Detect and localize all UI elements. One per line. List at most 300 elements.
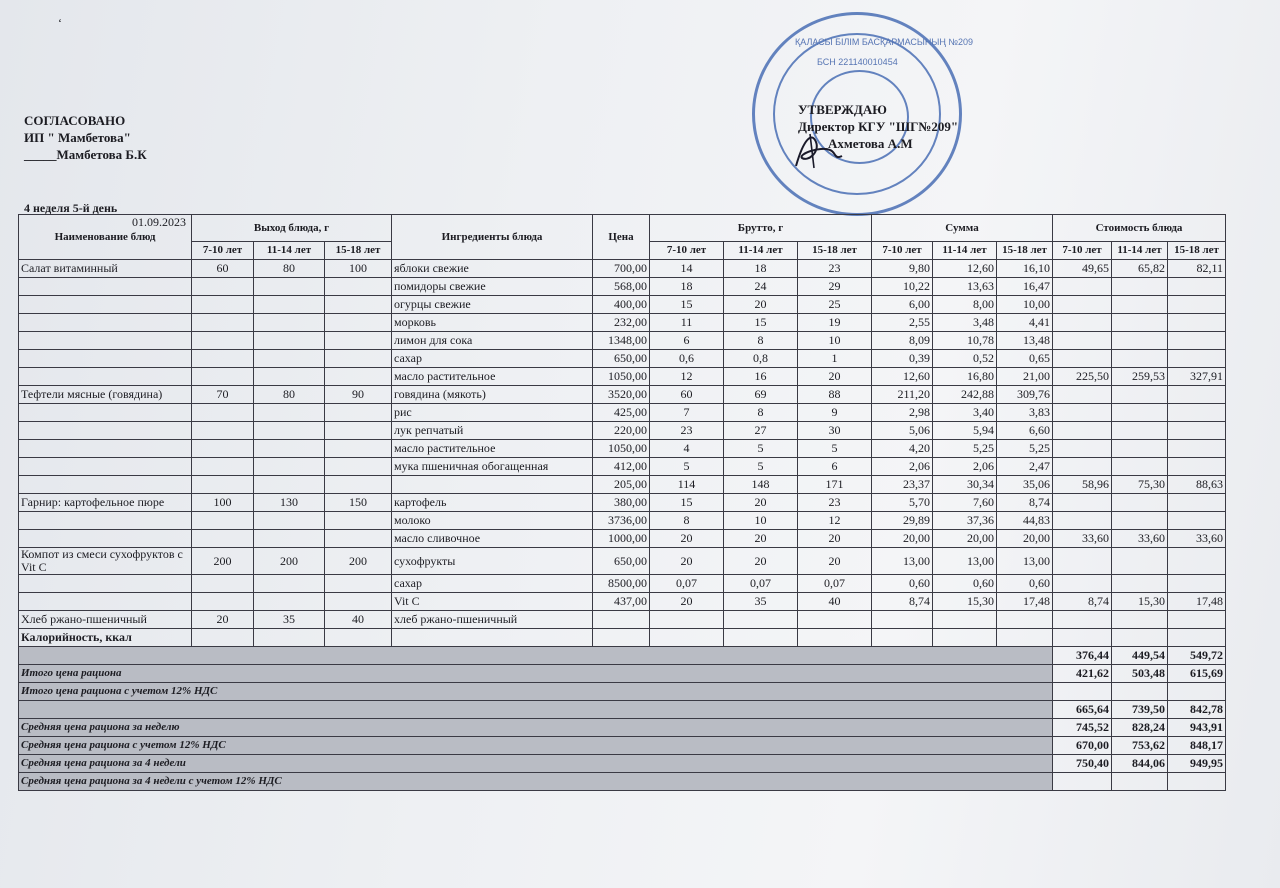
summary-label	[19, 701, 1053, 719]
table-cell: 20	[650, 530, 724, 548]
summary-value: 665,64	[1053, 701, 1112, 719]
table-cell	[254, 512, 325, 530]
table-cell: 3520,00	[593, 386, 650, 404]
table-cell	[254, 476, 325, 494]
summary-label: Итого цена рациона с учетом 12% НДС	[19, 683, 1053, 701]
table-cell	[192, 458, 254, 476]
table-cell	[1053, 611, 1112, 629]
dish-name-cell	[19, 575, 192, 593]
brutto-age-11-14: 11-14 лет	[724, 242, 798, 260]
table-cell	[192, 314, 254, 332]
table-cell: 40	[325, 611, 392, 629]
summary-value: 753,62	[1112, 737, 1168, 755]
dish-name-cell	[19, 440, 192, 458]
table-cell: 200	[325, 548, 392, 575]
summary-value: 848,17	[1168, 737, 1226, 755]
table-cell	[1112, 494, 1168, 512]
table-cell	[325, 368, 392, 386]
table-cell: 20,00	[872, 530, 933, 548]
table-cell	[192, 629, 254, 647]
table-cell	[724, 611, 798, 629]
table-cell	[325, 422, 392, 440]
table-cell: 0,6	[650, 350, 724, 368]
table-cell: 5	[650, 458, 724, 476]
table-row	[19, 440, 1226, 458]
table-cell	[1112, 386, 1168, 404]
table-cell	[325, 458, 392, 476]
table-cell	[325, 530, 392, 548]
table-row	[19, 575, 1226, 593]
table-cell	[593, 611, 650, 629]
dish-name-cell	[19, 332, 192, 350]
table-cell: 19	[798, 314, 872, 332]
table-cell: 90	[325, 386, 392, 404]
table-cell: 3,83	[997, 404, 1053, 422]
table-cell	[1053, 512, 1112, 530]
table-cell	[1053, 386, 1112, 404]
table-row	[19, 278, 1226, 296]
ingredient-cell: помидоры свежие	[392, 278, 593, 296]
table-row	[19, 458, 1226, 476]
table-cell: 200	[192, 548, 254, 575]
table-cell: 16	[724, 368, 798, 386]
table-cell: 30	[798, 422, 872, 440]
table-cell	[254, 278, 325, 296]
calories-row	[19, 629, 1226, 647]
ingredient-cell: говядина (мякоть)	[392, 386, 593, 404]
table-cell: 35	[724, 593, 798, 611]
table-cell	[254, 404, 325, 422]
table-cell: 60	[192, 260, 254, 278]
summary-value	[1168, 683, 1226, 701]
summary-value: 421,62	[1053, 665, 1112, 683]
table-cell: 6,00	[872, 296, 933, 314]
table-cell: 1348,00	[593, 332, 650, 350]
table-cell	[724, 629, 798, 647]
ingredient-cell: рис	[392, 404, 593, 422]
table-cell: 1050,00	[593, 368, 650, 386]
table-cell: 23	[798, 494, 872, 512]
table-cell: 8	[724, 332, 798, 350]
table-cell	[872, 629, 933, 647]
ingredient-cell: лимон для сока	[392, 332, 593, 350]
summary-label: Средняя цена рациона за неделю	[19, 719, 1053, 737]
table-cell	[192, 575, 254, 593]
table-cell: 13,48	[997, 332, 1053, 350]
table-cell	[192, 278, 254, 296]
table-cell	[1112, 629, 1168, 647]
table-cell	[254, 440, 325, 458]
table-cell: 88	[798, 386, 872, 404]
table-cell	[1168, 512, 1226, 530]
table-cell: 100	[192, 494, 254, 512]
table-cell: 200	[254, 548, 325, 575]
dish-name-cell	[19, 314, 192, 332]
table-cell: 25	[798, 296, 872, 314]
table-cell: 0,60	[997, 575, 1053, 593]
table-cell	[1168, 422, 1226, 440]
summary-label: Средняя цена рациона с учетом 12% НДС	[19, 737, 1053, 755]
cost-age-7-10: 7-10 лет	[1053, 242, 1112, 260]
table-cell	[1168, 332, 1226, 350]
table-cell	[192, 332, 254, 350]
col-sum: Сумма	[872, 215, 1053, 242]
table-cell: 20	[724, 494, 798, 512]
summary-value: 844,06	[1112, 755, 1168, 773]
table-cell	[254, 350, 325, 368]
dish-name-cell	[19, 350, 192, 368]
table-cell: 13,63	[933, 278, 997, 296]
table-cell: 30,34	[933, 476, 997, 494]
table-cell: 8,74	[872, 593, 933, 611]
summary-value: 750,40	[1053, 755, 1112, 773]
ingredient-cell	[392, 476, 593, 494]
dish-name-cell	[19, 296, 192, 314]
table-cell: 20	[724, 296, 798, 314]
table-cell	[1053, 440, 1112, 458]
table-cell	[1112, 404, 1168, 422]
yield-age-15-18: 15-18 лет	[325, 242, 392, 260]
summary-value: 745,52	[1053, 719, 1112, 737]
table-cell: 1	[798, 350, 872, 368]
summary-row	[19, 647, 1226, 665]
summary-value: 842,78	[1168, 701, 1226, 719]
table-cell: 4	[650, 440, 724, 458]
table-cell	[1112, 422, 1168, 440]
ingredient-cell: сухофрукты	[392, 548, 593, 575]
dish-name-cell	[19, 278, 192, 296]
table-cell	[798, 629, 872, 647]
table-row	[19, 368, 1226, 386]
yield-age-11-14: 11-14 лет	[254, 242, 325, 260]
table-cell: 21,00	[997, 368, 1053, 386]
table-cell: 27	[724, 422, 798, 440]
table-cell: 23	[798, 260, 872, 278]
table-cell: 10,78	[933, 332, 997, 350]
table-cell	[1168, 404, 1226, 422]
table-cell	[1112, 548, 1168, 575]
dish-name-cell	[19, 512, 192, 530]
summary-value: 943,91	[1168, 719, 1226, 737]
table-cell: 49,65	[1053, 260, 1112, 278]
table-cell: 69	[724, 386, 798, 404]
table-cell	[1053, 548, 1112, 575]
menu-table	[18, 214, 1226, 791]
summary-value	[1053, 683, 1112, 701]
table-cell: 9	[798, 404, 872, 422]
table-cell: 171	[798, 476, 872, 494]
table-cell	[254, 314, 325, 332]
table-cell	[1168, 278, 1226, 296]
table-cell: 4,41	[997, 314, 1053, 332]
table-cell: 17,48	[997, 593, 1053, 611]
table-cell: 35	[254, 611, 325, 629]
table-cell: 20	[724, 530, 798, 548]
summary-value: 376,44	[1053, 647, 1112, 665]
table-cell: 20	[724, 548, 798, 575]
table-cell: 100	[325, 260, 392, 278]
table-cell: 10,22	[872, 278, 933, 296]
document-date: 01.09.2023	[132, 215, 186, 229]
table-cell	[254, 422, 325, 440]
table-cell	[933, 611, 997, 629]
table-cell	[192, 476, 254, 494]
table-cell: 8,74	[997, 494, 1053, 512]
table-cell	[1168, 296, 1226, 314]
dish-name-cell: Компот из смеси сухофруктов с Vit C	[19, 548, 192, 575]
summary-row	[19, 737, 1226, 755]
table-cell: 33,60	[1053, 530, 1112, 548]
table-cell	[997, 629, 1053, 647]
table-cell	[593, 629, 650, 647]
table-cell: 82,11	[1168, 260, 1226, 278]
ingredient-cell: Vit C	[392, 593, 593, 611]
table-cell: 23,37	[872, 476, 933, 494]
table-cell: 5,25	[997, 440, 1053, 458]
summary-row	[19, 683, 1226, 701]
table-cell: 40	[798, 593, 872, 611]
table-cell	[325, 629, 392, 647]
ingredient-cell: яблоки свежие	[392, 260, 593, 278]
calories-label: Калорийность, ккал	[19, 629, 192, 647]
ingredient-cell: огурцы свежие	[392, 296, 593, 314]
table-cell	[1168, 458, 1226, 476]
cost-age-11-14: 11-14 лет	[1112, 242, 1168, 260]
table-cell: 0,52	[933, 350, 997, 368]
ingredient-cell: молоко	[392, 512, 593, 530]
table-cell: 0,8	[724, 350, 798, 368]
table-cell	[1112, 458, 1168, 476]
table-cell: 130	[254, 494, 325, 512]
table-cell: 220,00	[593, 422, 650, 440]
table-cell	[325, 575, 392, 593]
table-cell: 425,00	[593, 404, 650, 422]
table-cell	[254, 368, 325, 386]
table-cell: 29,89	[872, 512, 933, 530]
dish-name-cell: Тефтели мясные (говядина)	[19, 386, 192, 404]
table-cell	[254, 575, 325, 593]
table-cell: 44,83	[997, 512, 1053, 530]
table-cell	[325, 593, 392, 611]
table-cell: 211,20	[872, 386, 933, 404]
table-cell: 20	[650, 548, 724, 575]
table-cell	[192, 368, 254, 386]
table-cell: 1050,00	[593, 440, 650, 458]
summary-value: 449,54	[1112, 647, 1168, 665]
table-cell	[325, 332, 392, 350]
table-cell	[192, 440, 254, 458]
table-row	[19, 512, 1226, 530]
table-cell: 11	[650, 314, 724, 332]
table-cell	[254, 296, 325, 314]
table-cell	[325, 296, 392, 314]
table-cell	[192, 422, 254, 440]
table-cell: 12	[650, 368, 724, 386]
table-cell: 23	[650, 422, 724, 440]
table-row	[19, 350, 1226, 368]
table-cell: 9,80	[872, 260, 933, 278]
table-cell	[254, 458, 325, 476]
table-cell	[997, 611, 1053, 629]
dish-name-cell	[19, 530, 192, 548]
table-cell: 58,96	[1053, 476, 1112, 494]
table-cell	[1053, 314, 1112, 332]
table-cell: 35,06	[997, 476, 1053, 494]
table-cell: 12,60	[872, 368, 933, 386]
table-cell: 16,47	[997, 278, 1053, 296]
sum-age-15-18: 15-18 лет	[997, 242, 1053, 260]
table-cell: 15	[650, 494, 724, 512]
col-yield: Выход блюда, г	[192, 215, 392, 242]
ingredient-cell: масло растительное	[392, 440, 593, 458]
table-cell: 3,48	[933, 314, 997, 332]
table-cell: 327,91	[1168, 368, 1226, 386]
table-cell	[1053, 494, 1112, 512]
table-cell: 205,00	[593, 476, 650, 494]
table-cell: 437,00	[593, 593, 650, 611]
dish-name-cell	[19, 476, 192, 494]
summary-value	[1112, 773, 1168, 791]
table-row	[19, 548, 1226, 575]
table-cell: 10	[798, 332, 872, 350]
table-row	[19, 332, 1226, 350]
table-cell	[1112, 611, 1168, 629]
table-cell: 18	[724, 260, 798, 278]
table-cell	[192, 530, 254, 548]
table-cell: 10	[724, 512, 798, 530]
table-cell: 148	[724, 476, 798, 494]
table-cell: 13,00	[933, 548, 997, 575]
table-cell: 20,00	[933, 530, 997, 548]
table-cell: 16,80	[933, 368, 997, 386]
stamp-top-text: ҚАЛАСЫ БІЛІМ БАСҚАРМАСЫНЫҢ №209	[795, 37, 974, 47]
table-cell: 24	[724, 278, 798, 296]
table-row	[19, 494, 1226, 512]
ingredient-cell: сахар	[392, 575, 593, 593]
dish-name-cell	[19, 593, 192, 611]
table-cell: 14	[650, 260, 724, 278]
table-cell: 2,06	[872, 458, 933, 476]
summary-value: 549,72	[1168, 647, 1226, 665]
summary-label: Итого цена рациона	[19, 665, 1053, 683]
table-cell	[192, 350, 254, 368]
table-cell	[1112, 278, 1168, 296]
table-cell	[1053, 575, 1112, 593]
table-row	[19, 422, 1226, 440]
table-cell: 2,47	[997, 458, 1053, 476]
table-cell: 8,00	[933, 296, 997, 314]
ingredient-cell: масло сливочное	[392, 530, 593, 548]
ingredient-cell: сахар	[392, 350, 593, 368]
table-cell: 20	[650, 593, 724, 611]
table-cell: 5	[724, 440, 798, 458]
table-row	[19, 260, 1226, 278]
table-cell: 29	[798, 278, 872, 296]
table-cell	[650, 629, 724, 647]
table-cell	[1168, 440, 1226, 458]
summary-value: 739,50	[1112, 701, 1168, 719]
table-cell	[1053, 629, 1112, 647]
summary-value	[1053, 773, 1112, 791]
table-cell: 412,00	[593, 458, 650, 476]
table-cell: 225,50	[1053, 368, 1112, 386]
table-cell: 5,06	[872, 422, 933, 440]
table-cell: 70	[192, 386, 254, 404]
table-cell: 2,98	[872, 404, 933, 422]
agreed-title: СОГЛАСОВАНО	[24, 113, 126, 128]
summary-row	[19, 719, 1226, 737]
yield-age-7-10: 7-10 лет	[192, 242, 254, 260]
col-price: Цена	[593, 215, 650, 260]
table-cell	[1168, 575, 1226, 593]
table-cell: 12	[798, 512, 872, 530]
ingredient-cell: масло растительное	[392, 368, 593, 386]
table-cell	[1168, 611, 1226, 629]
table-cell	[1112, 332, 1168, 350]
table-cell: 150	[325, 494, 392, 512]
table-cell	[1112, 440, 1168, 458]
table-cell: 37,36	[933, 512, 997, 530]
ingredient-cell: лук репчатый	[392, 422, 593, 440]
table-cell	[1168, 629, 1226, 647]
summary-value: 949,95	[1168, 755, 1226, 773]
table-row	[19, 530, 1226, 548]
summary-value: 670,00	[1053, 737, 1112, 755]
table-cell	[1053, 350, 1112, 368]
table-row	[19, 296, 1226, 314]
corner-mark: ʻ	[58, 16, 62, 30]
table-cell: 309,76	[997, 386, 1053, 404]
dish-name-cell	[19, 368, 192, 386]
table-cell	[1168, 548, 1226, 575]
table-cell: 8	[650, 512, 724, 530]
table-cell	[392, 629, 593, 647]
table-cell: 232,00	[593, 314, 650, 332]
agreed-signer: _____Мамбетова Б.К	[24, 147, 147, 162]
table-cell	[192, 512, 254, 530]
table-cell: 568,00	[593, 278, 650, 296]
table-cell	[325, 350, 392, 368]
col-ingredients: Ингредиенты блюда	[392, 215, 593, 260]
table-cell: 15,30	[933, 593, 997, 611]
table-cell: 80	[254, 386, 325, 404]
table-cell: 8	[724, 404, 798, 422]
table-cell: 0,65	[997, 350, 1053, 368]
table-cell: 33,60	[1112, 530, 1168, 548]
table-cell: 12,60	[933, 260, 997, 278]
col-dish-name: Наименование блюд	[19, 215, 192, 260]
brutto-age-15-18: 15-18 лет	[798, 242, 872, 260]
table-cell	[325, 512, 392, 530]
table-cell: 7	[650, 404, 724, 422]
summary-row	[19, 701, 1226, 719]
table-cell	[325, 404, 392, 422]
table-cell: 8,74	[1053, 593, 1112, 611]
table-cell: 0,60	[933, 575, 997, 593]
table-cell: 13,00	[872, 548, 933, 575]
table-cell: 400,00	[593, 296, 650, 314]
table-cell: 20,00	[997, 530, 1053, 548]
ingredient-cell: картофель	[392, 494, 593, 512]
summary-label: Средняя цена рациона за 4 недели с учетом 12% НДС	[19, 773, 1053, 791]
table-cell	[1053, 332, 1112, 350]
table-cell	[254, 332, 325, 350]
table-cell	[872, 611, 933, 629]
table-row	[19, 593, 1226, 611]
table-cell: 6	[650, 332, 724, 350]
table-cell: 0,07	[650, 575, 724, 593]
table-cell	[1168, 386, 1226, 404]
